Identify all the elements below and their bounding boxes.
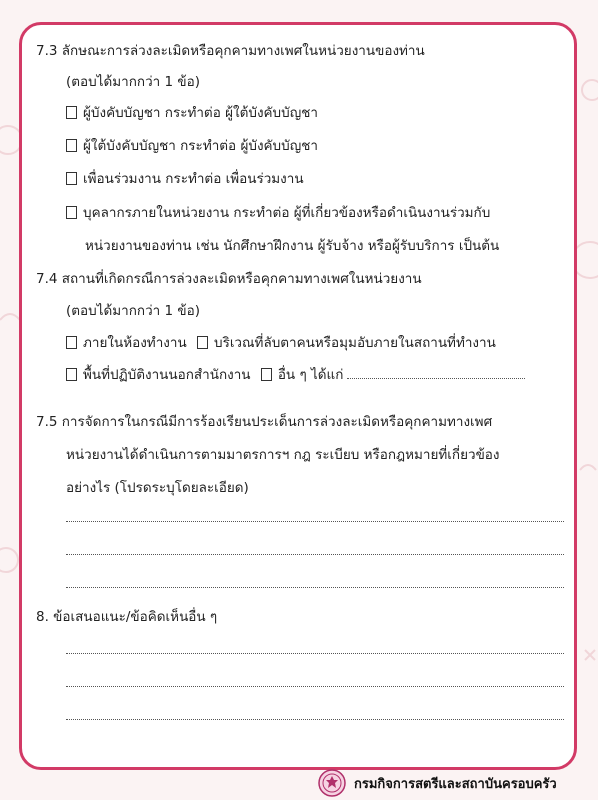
option-label: ผู้ใต้บังคับบัญชา กระทำต่อ ผู้บังคับบัญชา [83,138,318,154]
answer-line[interactable] [66,554,564,555]
checkbox[interactable] [66,206,77,219]
section-7-4-title: 7.4 สถานที่เกิดกรณีการล่วงละเมิดหรือคุกคามทางเพศในหน่วยงาน [36,271,422,287]
answer-line[interactable] [66,521,564,522]
option-label: พื้นที่ปฏิบัติงานนอกสำนักงาน [83,367,251,383]
section-7-3-note: (ตอบได้มากกว่า 1 ข้อ) [66,74,201,90]
form-card [19,22,577,770]
answer-line[interactable] [66,686,564,687]
section-7-5-line1: 7.5 การจัดการในกรณีมีการร้องเรียนประเด็นการล่วงละเมิดหรือคุกคามทางเพศ [36,414,493,430]
checkbox[interactable] [66,106,77,119]
option-label: อื่น ๆ ได้แก่ [277,367,344,383]
answer-line[interactable] [66,587,564,588]
checkbox[interactable] [66,368,77,381]
footer [318,768,557,798]
location-row-2 [66,363,525,385]
answer-line[interactable] [66,653,564,654]
section-7-5-line3: อย่างไร (โปรดระบุโดยละเอียด) [66,480,249,496]
option-label: ผู้บังคับบัญชา กระทำต่อ ผู้ใต้บังคับบัญชา [83,105,318,121]
checkbox[interactable] [66,336,77,349]
checkbox[interactable] [261,368,272,381]
option-continuation: หน่วยงานของท่าน เช่น นักศึกษาฝึกงาน ผู้รับจ้าง หรือผู้รับบริการ เป็นต้น [85,238,500,254]
department-seal-icon [318,769,346,797]
footer-org-name: กรมกิจการสตรีและสถาบันครอบครัว [354,776,557,792]
option-label: ภายในห้องทำงาน [83,335,187,351]
section-8-title: 8. ข้อเสนอแนะ/ข้อคิดเห็นอื่น ๆ [36,609,218,625]
section-7-5-line2: หน่วยงานได้ดำเนินการตามมาตรการฯ กฎ ระเบียบ หรือกฎหมายที่เกี่ยวข้อง [66,447,500,463]
option-row [66,167,304,189]
option-row [66,201,490,223]
checkbox[interactable] [66,139,77,152]
answer-line[interactable] [66,719,564,720]
location-row-1 [66,331,496,353]
section-7-4-note: (ตอบได้มากกว่า 1 ข้อ) [66,303,201,319]
option-label: เพื่อนร่วมงาน กระทำต่อ เพื่อนร่วมงาน [83,171,304,187]
checkbox[interactable] [66,172,77,185]
option-row [66,101,318,123]
option-label: บุคลากรภายในหน่วยงาน กระทำต่อ ผู้ที่เกี่ยวข้องหรือดำเนินงานร่วมกับ [83,205,491,221]
option-row [66,134,318,156]
option-label: บริเวณที่ลับตาคนหรือมุมอับภายในสถานที่ทำงาน [214,335,496,351]
other-answer-field[interactable] [347,378,525,379]
checkbox[interactable] [197,336,208,349]
section-7-3-title: 7.3 ลักษณะการล่วงละเมิดหรือคุกคามทางเพศในหน่วยงานของท่าน [36,43,425,59]
